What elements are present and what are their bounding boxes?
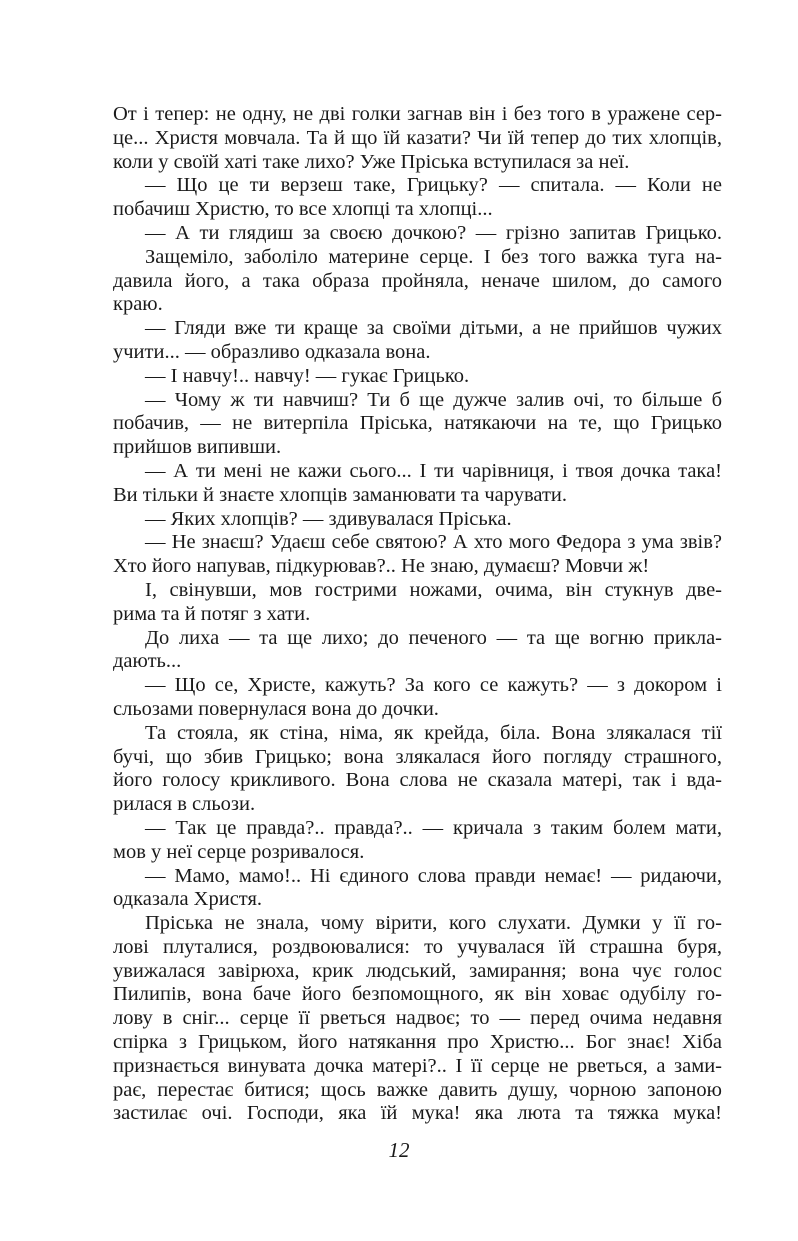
text-line: признається винувата дочка матері?.. І її серце не рветься, а зами- xyxy=(113,1054,722,1077)
text-line: сльозами повернулася вона до дочки. xyxy=(113,697,439,720)
text-line: побачиш Христю, то все хлопці та хлопці... xyxy=(113,198,493,221)
text-line: Ви тільки й знаєте хлопців заманювати та чарувати. xyxy=(113,483,568,506)
text-line: увижалася завірюха, крик людський, замирання; вона чує голос xyxy=(113,959,722,982)
text-line: Пріська не знала, чому вірити, кого слухати. Думки у її го- xyxy=(145,912,722,935)
text-line: давила його, а така образа пройняла, неначе шилом, до самого xyxy=(113,269,722,292)
text-line: — Що се, Христе, кажуть? За кого се кажуть? — з докором і xyxy=(145,674,722,697)
text-line: — А ти мені не кажи сього... І ти чарівниця, і твоя дочка така! xyxy=(145,459,722,482)
text-line: краю. xyxy=(113,293,163,316)
text-line: застилає очі. Господи, яка їй мука! яка люта та тяжка мука! xyxy=(113,1102,722,1125)
text-line: прийшов випивши. xyxy=(113,436,282,459)
text-line: одказала Христя. xyxy=(113,888,263,911)
text-line: — І навчу!.. навчу! — гукає Грицько. xyxy=(145,364,470,387)
page-number: 12 xyxy=(388,1138,410,1162)
body-text xyxy=(113,103,722,1126)
text-line: Та стояла, як стіна, німа, як крейда, біла. Вона злякалася тії xyxy=(145,721,722,744)
text-line: — Чому ж ти навчиш? Ти б ще дужче залив очі, то більше б xyxy=(145,388,722,411)
text-line: — Мамо, мамо!.. Ні єдиного слова правди немає! — ридаючи, xyxy=(145,864,722,887)
text-line: — Що це ти верзеш таке, Грицьку? — спитала. — Коли не xyxy=(145,174,722,197)
text-line: — Гляди вже ти краще за своїми дітьми, а не прийшов чужих xyxy=(145,317,722,340)
text-line: — Яких хлопців? — здивувалася Пріська. xyxy=(145,507,512,530)
text-line: дають... xyxy=(113,650,182,673)
text-line: Защеміло, заболіло материне серце. І без того важка туга на- xyxy=(145,245,722,268)
text-line: лові плуталися, роздвоювалися: то учувалася їй страшна буря, xyxy=(113,935,722,958)
text-line: — А ти глядиш за своєю дочкою? — грізно запитав Грицько. xyxy=(145,221,722,244)
text-line: учити... — образливо одказала вона. xyxy=(113,340,431,363)
text-line: мов у неї серце розривалося. xyxy=(113,840,365,863)
text-line: рає, перестає битися; щось важке давить душу, чорною запоною xyxy=(113,1078,722,1101)
text-line: коли у своїй хаті таке лихо? Уже Пріська вступилася за неї. xyxy=(113,150,630,173)
text-line: його голосу крикливого. Вона слова не сказала матері, так і вда- xyxy=(113,769,722,792)
text-line: — Не знаєш? Удаєш себе святою? А хто мого Федора з ума звів? xyxy=(145,531,722,554)
text-line: — Так це правда?.. правда?.. — кричала з таким болем мати, xyxy=(145,816,722,839)
text-line: бучі, що збив Грицько; вона злякалася його погляду страшного, xyxy=(113,745,722,768)
text-line: спірка з Грицьком, його натякання про Христю... Бог знає! Хіба xyxy=(113,1031,722,1054)
text-line: рима та й потяг з хати. xyxy=(113,602,311,625)
text-line: лову в сніг... серце її рветься надвоє; то — перед очима недавня xyxy=(113,1007,722,1030)
text-line: це... Христя мовчала. Та й що їй казати? Чи їй тепер до тих хлопців, xyxy=(113,126,722,149)
text-line: От і тепер: не одну, не дві голки загнав він і без того в уражене сер- xyxy=(113,103,722,125)
text-line: До лиха — та ще лихо; до печеного — та ще вогню прикла- xyxy=(145,626,722,649)
text-line: Пилипів, вона баче його безпомощного, як він ховає одубілу го- xyxy=(113,983,722,1006)
text-line: рилася в сльози. xyxy=(113,793,256,816)
text-line: І, свінувши, мов гострими ножами, очима, він стукнув две- xyxy=(145,578,722,601)
text-line: побачив, — не витерпіла Пріська, натякаючи на те, що Грицько xyxy=(113,412,722,435)
text-line: Хто його напував, підкурював?.. Не знаю, думаєш? Мовчи ж! xyxy=(113,555,650,578)
